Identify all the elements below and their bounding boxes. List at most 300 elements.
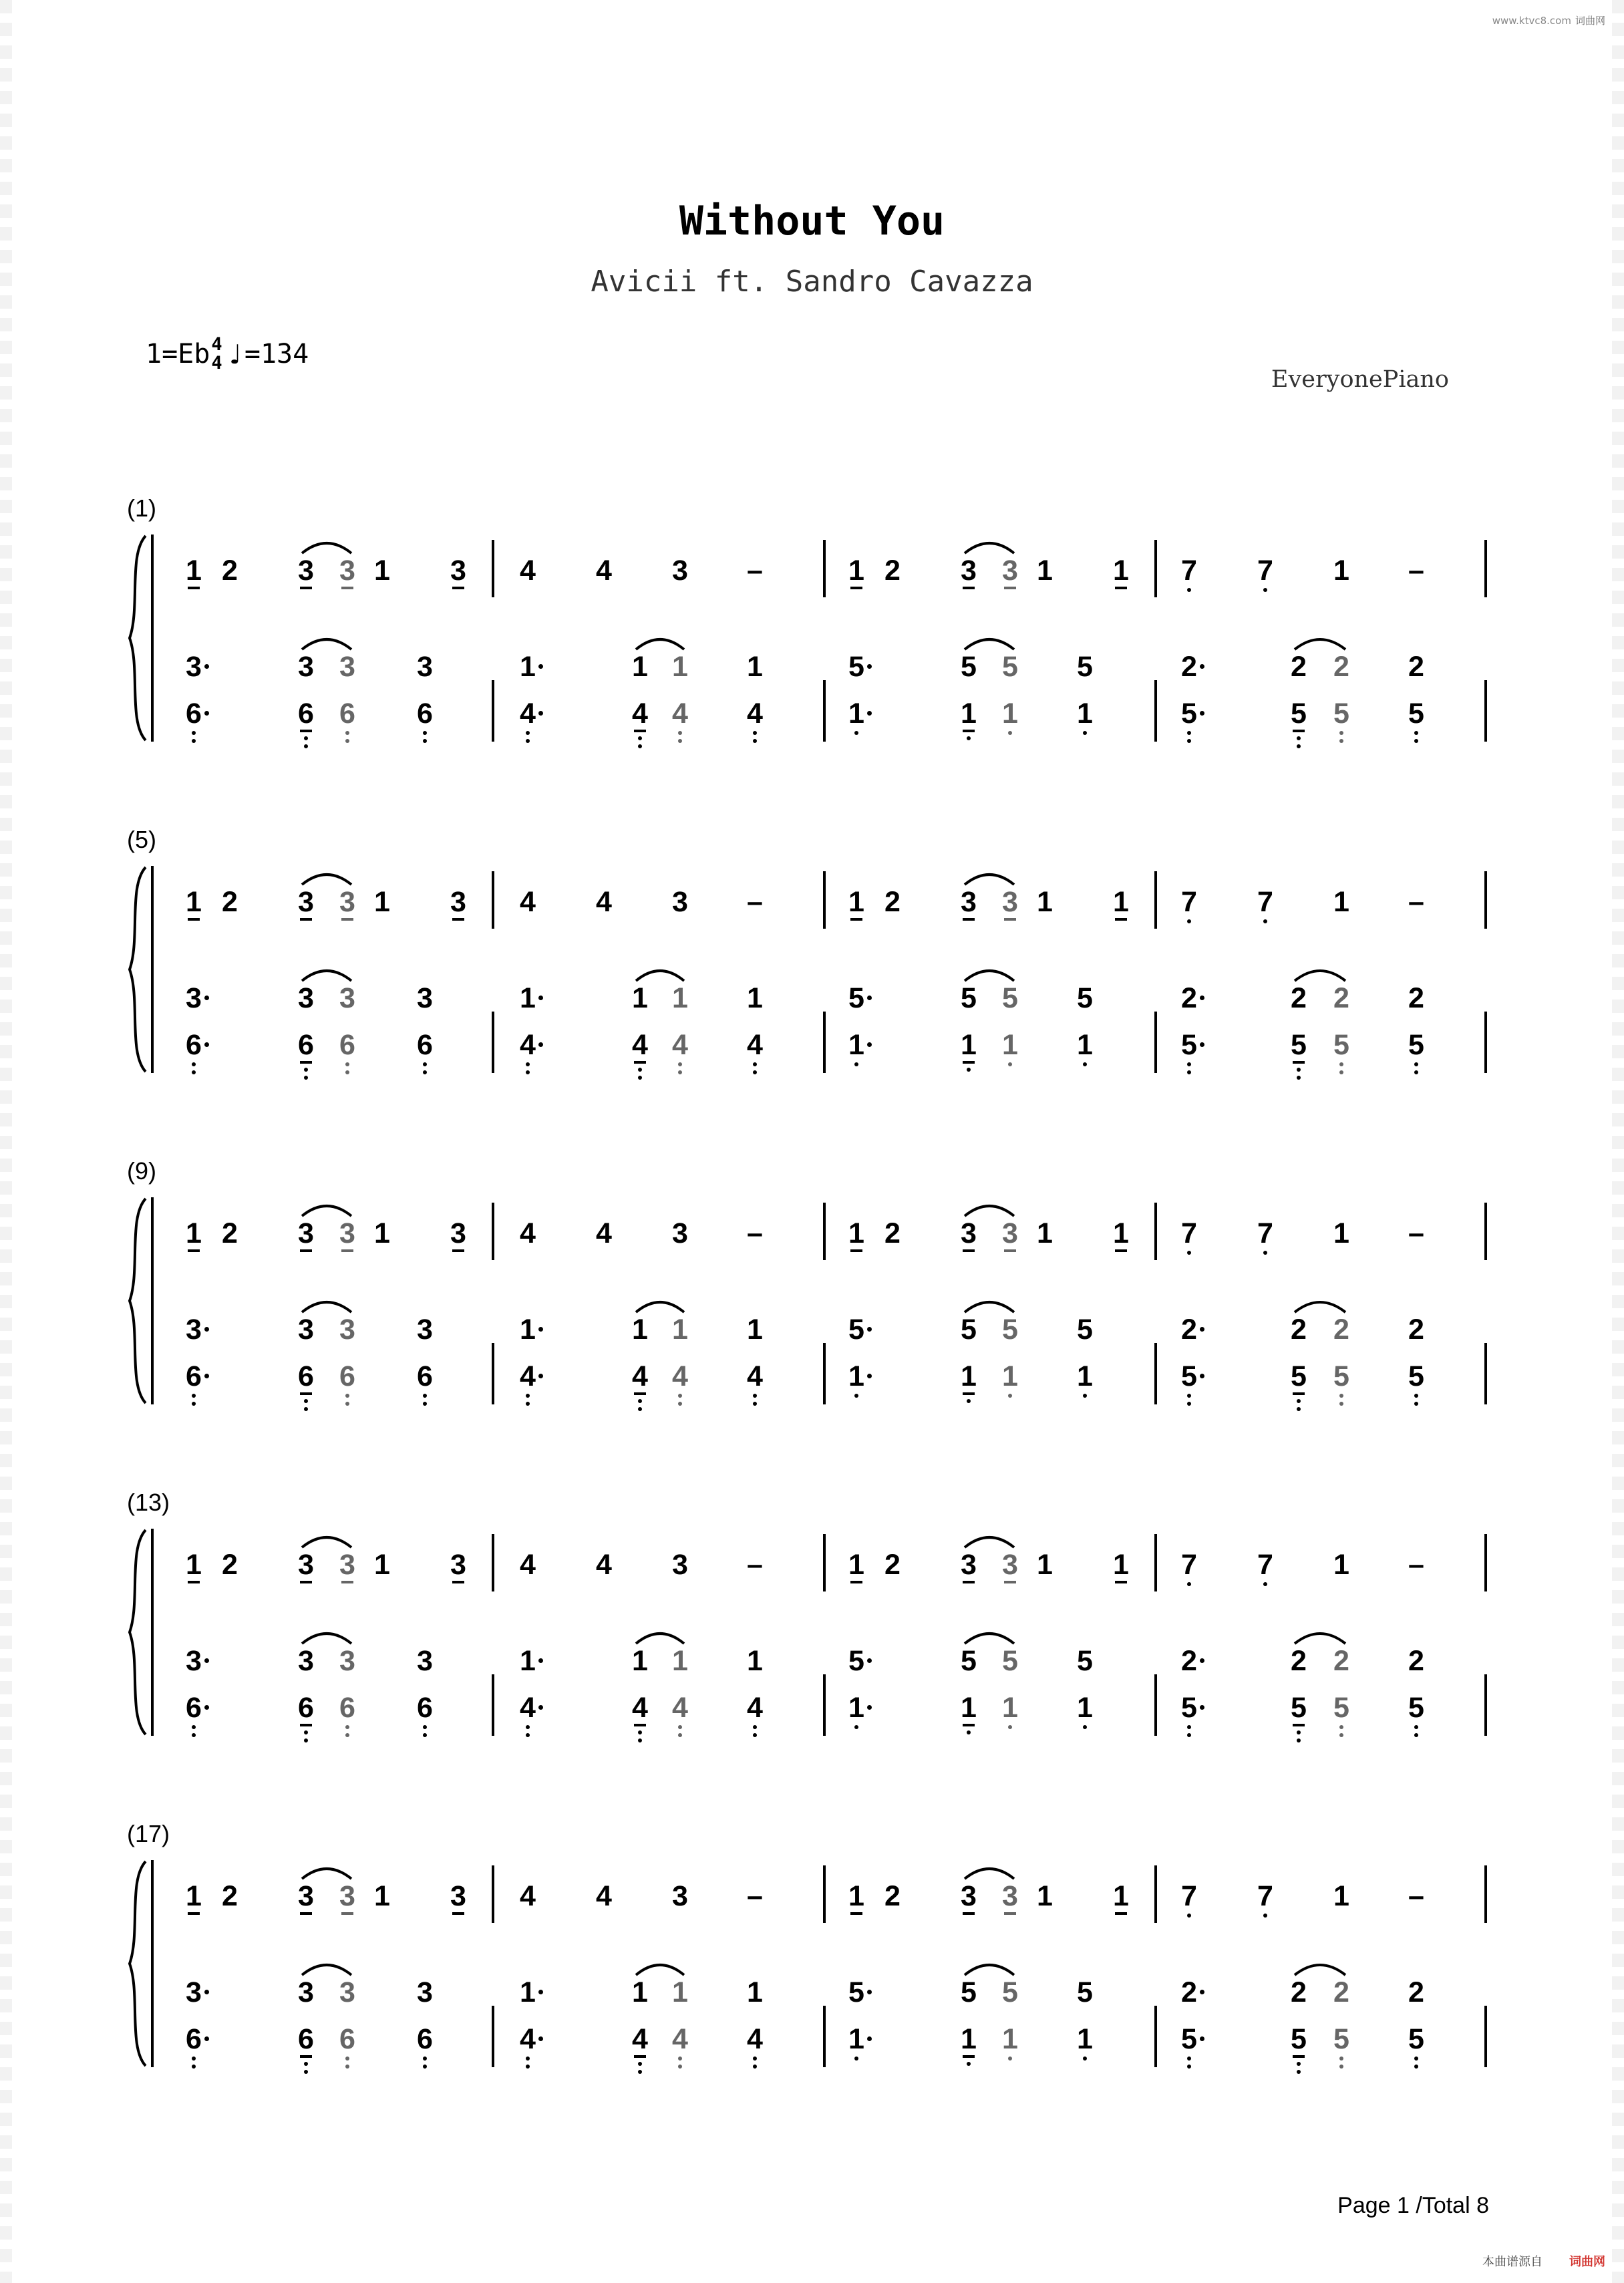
system-start-line [151, 866, 154, 1073]
upper-note [1177, 1219, 1201, 1248]
upper-note-digit: 7 [1181, 1549, 1197, 1581]
middle-note [1329, 1315, 1353, 1344]
middle-note-digit: 1 [520, 1314, 536, 1346]
upper-note [592, 887, 616, 917]
middle-note [1287, 1646, 1311, 1676]
lower-note-digit: 6 [298, 1029, 314, 1061]
system-start-line [151, 1197, 154, 1404]
low-octave-dot [526, 731, 530, 735]
low-octave-dot [967, 736, 971, 740]
upper-note-digit: 3 [298, 1880, 314, 1912]
upper-note [370, 1219, 394, 1248]
underline-mark [188, 587, 200, 589]
tie-arc [299, 1199, 354, 1219]
upper-note-digit: 1 [186, 555, 202, 587]
bar-line [1484, 680, 1487, 742]
augmentation-dot [204, 1990, 209, 1994]
middle-note-digit: 5 [961, 1314, 977, 1346]
low-octave-dot [1339, 739, 1343, 743]
low-octave-dot [967, 2062, 971, 2066]
upper-note-digit: 3 [672, 555, 688, 587]
low-octave-dot [1187, 1251, 1191, 1255]
middle-note-digit: 5 [1077, 982, 1093, 1014]
middle-note [294, 1646, 318, 1676]
upper-note [218, 1881, 242, 1911]
middle-note-digit: 3 [339, 1314, 355, 1346]
lower-note [1329, 1693, 1353, 1722]
underline-mark [963, 918, 975, 921]
upper-note [1177, 556, 1201, 585]
watermark-site: www.ktvc8.com [1492, 15, 1571, 27]
low-octave-dot [1414, 731, 1418, 735]
measure-number: (9) [127, 1157, 156, 1185]
lower-note-digit: 4 [747, 1029, 763, 1061]
lower-note [668, 699, 692, 728]
low-octave-dot [423, 1402, 427, 1406]
bar-line [492, 1343, 494, 1404]
upper-note [1033, 1550, 1057, 1579]
lower-note-digit: 5 [1333, 2023, 1349, 2055]
upper-note-digit: 3 [961, 1880, 977, 1912]
low-octave-dot [1187, 1062, 1191, 1066]
bar-line [823, 1203, 826, 1260]
middle-note-digit: 1 [672, 651, 688, 683]
bar-line [1484, 1343, 1487, 1404]
low-octave-dot [1083, 1394, 1087, 1398]
low-octave-dot [1083, 1725, 1087, 1729]
bar-line [1154, 1674, 1157, 1736]
middle-note-digit: 2 [1408, 1976, 1424, 2008]
upper-note-digit: 3 [450, 1880, 466, 1912]
bar-line [492, 540, 494, 597]
middle-note-digit: 5 [961, 1976, 977, 2008]
upper-note [182, 1219, 206, 1248]
upper-note [370, 887, 394, 917]
upper-note [880, 1219, 905, 1248]
low-octave-dot [345, 2057, 349, 2061]
lower-note-digit: 6 [417, 698, 433, 730]
lower-note [957, 1693, 981, 1722]
low-octave-dot [423, 2057, 427, 2061]
middle-note-digit: 5 [1002, 1314, 1018, 1346]
middle-note-digit: 2 [1181, 1976, 1197, 2008]
lower-note-digit: 6 [417, 1029, 433, 1061]
upper-note [370, 1881, 394, 1911]
underline-mark [452, 918, 464, 921]
underline-mark [1115, 1912, 1127, 1915]
upper-note [1177, 1550, 1201, 1579]
middle-note [1287, 1315, 1311, 1344]
lower-note [668, 2024, 692, 2054]
upper-note [844, 1219, 868, 1248]
low-octave-dot [678, 2057, 682, 2061]
lower-note [844, 1362, 868, 1391]
underline-mark [452, 587, 464, 589]
upper-note [516, 1881, 540, 1911]
lower-note-digit: 4 [672, 1692, 688, 1724]
upper-note [294, 1219, 318, 1248]
middle-note-digit: 3 [186, 982, 202, 1014]
low-octave-dot [345, 1725, 349, 1729]
middle-note-digit: 3 [417, 1645, 433, 1677]
low-octave-dot [1083, 2057, 1087, 2061]
low-octave-dot [1187, 1070, 1191, 1074]
low-octave-dot [526, 1725, 530, 1729]
bar-line [1484, 1012, 1487, 1073]
middle-note-digit: 1 [520, 982, 536, 1014]
upper-note-digit: 4 [596, 1549, 612, 1581]
low-octave-dot [638, 2070, 642, 2074]
upper-note-digit: 3 [672, 886, 688, 918]
upper-note-digit: 1 [186, 1549, 202, 1581]
lower-note-digit: 5 [1291, 1692, 1307, 1724]
upper-note [516, 887, 540, 917]
upper-note [998, 1881, 1022, 1911]
middle-note-digit: 5 [1077, 1976, 1093, 2008]
low-octave-dot [423, 731, 427, 735]
upper-note-digit: 4 [520, 1549, 536, 1581]
middle-note-digit: 2 [1291, 1645, 1307, 1677]
bar-line [823, 1534, 826, 1591]
lower-note-digit: 5 [1408, 1029, 1424, 1061]
upper-note-digit: 3 [298, 886, 314, 918]
system-start-line [151, 1529, 154, 1736]
lower-note-digit: 5 [1408, 1692, 1424, 1724]
upper-note-digit: 7 [1181, 555, 1197, 587]
upper-note-digit: 1 [186, 1880, 202, 1912]
upper-note [1253, 887, 1277, 917]
augmentation-dot [204, 1658, 209, 1663]
upper-note [1033, 887, 1057, 917]
upper-note [218, 556, 242, 585]
upper-note-digit: 7 [1257, 1549, 1273, 1581]
middle-note-digit: 1 [672, 1314, 688, 1346]
upper-note [1253, 556, 1277, 585]
lower-note-digit: 1 [848, 1029, 864, 1061]
upper-note [218, 887, 242, 917]
lower-note-digit: 4 [672, 1029, 688, 1061]
tie-arc [962, 1295, 1017, 1315]
bar-line [1484, 1865, 1487, 1923]
low-octave-dot [967, 1399, 971, 1403]
middle-note-digit: 2 [1333, 1976, 1349, 2008]
lower-note-digit: 6 [339, 2023, 355, 2055]
lower-note [294, 699, 318, 728]
lower-note-digit: 1 [1077, 698, 1093, 730]
lower-note-digit: 5 [1333, 1360, 1349, 1392]
middle-note-digit: 1 [520, 1645, 536, 1677]
underline-mark [300, 1392, 312, 1395]
watermark-name: 词曲网 [1575, 15, 1605, 27]
lower-note [1404, 2024, 1428, 2054]
lower-note-digit: 5 [1291, 1360, 1307, 1392]
lower-note [844, 699, 868, 728]
middle-note-digit: 5 [1077, 1645, 1093, 1677]
low-octave-dot [1297, 2062, 1301, 2066]
lower-note [335, 1693, 359, 1722]
middle-note-digit: 3 [339, 651, 355, 683]
lower-note [413, 1030, 437, 1060]
middle-note [1329, 1978, 1353, 2007]
upper-note-digit: 1 [848, 1880, 864, 1912]
upper-note [880, 1550, 905, 1579]
middle-note [743, 652, 767, 681]
low-octave-dot [753, 731, 757, 735]
lower-note-digit: 5 [1333, 1029, 1349, 1061]
lower-note [1287, 1030, 1311, 1060]
underline-mark [341, 587, 353, 589]
low-octave-dot [192, 1402, 196, 1406]
upper-note [446, 1219, 470, 1248]
bar-line [492, 680, 494, 742]
middle-note-digit: 1 [632, 1645, 648, 1677]
middle-note [998, 1315, 1022, 1344]
low-octave-dot [1414, 1394, 1418, 1398]
low-octave-dot [1414, 739, 1418, 743]
upper-note-digit: 2 [884, 1549, 901, 1581]
upper-note [957, 556, 981, 585]
middle-note-digit: 3 [298, 651, 314, 683]
augmentation-dot [867, 1705, 872, 1710]
middle-note [413, 1646, 437, 1676]
lower-note [1404, 699, 1428, 728]
tie-arc [1292, 963, 1348, 983]
lower-note [743, 699, 767, 728]
upper-note-digit: 1 [374, 1880, 390, 1912]
tie-arc [1292, 1626, 1348, 1646]
grand-staff-brace [126, 866, 148, 1073]
upper-note [592, 556, 616, 585]
middle-note [844, 652, 868, 681]
upper-note-digit: 3 [1002, 1549, 1018, 1581]
low-octave-dot [1187, 731, 1191, 735]
lower-note-digit: 6 [186, 698, 202, 730]
underline-mark [1004, 587, 1016, 589]
middle-note [516, 1646, 540, 1676]
lower-note [182, 699, 206, 728]
underline-mark [1004, 1249, 1016, 1252]
low-octave-dot [345, 1402, 349, 1406]
bar-line [492, 871, 494, 929]
system-start-line [151, 1860, 154, 2067]
upper-note [668, 1550, 692, 1579]
middle-note-digit: 3 [186, 1645, 202, 1677]
lower-note-digit: 4 [520, 2023, 536, 2055]
low-octave-dot [192, 1070, 196, 1074]
middle-note-digit: 2 [1408, 651, 1424, 683]
lower-note-digit: 4 [632, 2023, 648, 2055]
middle-note-digit: 5 [961, 651, 977, 683]
underline-mark [1293, 1724, 1305, 1726]
upper-note-digit: 3 [339, 1549, 355, 1581]
lower-note [1177, 1030, 1201, 1060]
underline-mark [963, 1912, 975, 1915]
upper-note-digit: 1 [1113, 886, 1129, 918]
underline-mark [452, 1581, 464, 1583]
low-octave-dot [423, 739, 427, 743]
underline-mark [300, 1581, 312, 1583]
upper-note-digit: 2 [222, 1549, 238, 1581]
low-octave-dot [1339, 2057, 1343, 2061]
upper-note-digit: 7 [1257, 1217, 1273, 1249]
low-octave-dot [1008, 1062, 1012, 1066]
tie-arc [633, 1958, 687, 1978]
augmentation-dot [204, 2036, 209, 2041]
lower-note [998, 1362, 1022, 1391]
low-octave-dot [1297, 1407, 1301, 1411]
lower-note [957, 1362, 981, 1391]
low-octave-dot [1414, 1725, 1418, 1729]
underline-mark [634, 730, 646, 732]
upper-note [998, 1219, 1022, 1248]
upper-note [592, 1550, 616, 1579]
low-octave-dot [526, 1402, 530, 1406]
low-octave-dot [526, 1733, 530, 1737]
tie-arc [299, 867, 354, 887]
middle-note [1177, 652, 1201, 681]
lower-note [1177, 699, 1201, 728]
lower-note [516, 699, 540, 728]
low-octave-dot [526, 1394, 530, 1398]
upper-note-digit: 3 [1002, 1217, 1018, 1249]
lower-note [743, 1030, 767, 1060]
upper-note [1109, 1219, 1133, 1248]
lower-note-digit: 1 [961, 2023, 977, 2055]
bar-line [823, 680, 826, 742]
middle-note-digit: 3 [339, 982, 355, 1014]
middle-note [1073, 1315, 1097, 1344]
upper-note-digit: 1 [1333, 1880, 1349, 1912]
low-octave-dot [1008, 2057, 1012, 2061]
middle-note [516, 1978, 540, 2007]
lower-note [743, 1693, 767, 1722]
middle-note [294, 1978, 318, 2007]
upper-note [880, 1881, 905, 1911]
lower-note [998, 2024, 1022, 2054]
lower-note [294, 1030, 318, 1060]
upper-note-digit: 3 [672, 1880, 688, 1912]
middle-note [1177, 983, 1201, 1013]
augmentation-dot [204, 1705, 209, 1710]
sustain-dash: – [1408, 555, 1424, 587]
tie-arc [962, 867, 1017, 887]
upper-note [957, 1219, 981, 1248]
lower-note [182, 1362, 206, 1391]
lower-note [1073, 1030, 1097, 1060]
lower-note-digit: 1 [1077, 2023, 1093, 2055]
lower-note-digit: 6 [186, 2023, 202, 2055]
low-octave-dot [192, 731, 196, 735]
grand-staff-brace [126, 1529, 148, 1736]
middle-note-digit: 3 [186, 1976, 202, 2008]
lower-note [743, 2024, 767, 2054]
underline-mark [963, 1249, 975, 1252]
middle-note [335, 1646, 359, 1676]
middle-note [844, 1646, 868, 1676]
score-system [0, 1489, 1624, 1729]
tie-arc [1292, 1958, 1348, 1978]
tie-arc [299, 1626, 354, 1646]
underline-mark [963, 587, 975, 589]
lower-note-digit: 6 [186, 1029, 202, 1061]
middle-note-digit: 3 [298, 1314, 314, 1346]
upper-note-digit: 7 [1181, 886, 1197, 918]
augmentation-dot [204, 1042, 209, 1047]
upper-note-digit: 1 [374, 886, 390, 918]
underline-mark [452, 1912, 464, 1915]
lower-note-digit: 5 [1333, 698, 1349, 730]
lower-note-digit: 4 [672, 2023, 688, 2055]
lower-note-digit: 4 [520, 698, 536, 730]
underline-mark [1293, 1061, 1305, 1064]
low-octave-dot [345, 1394, 349, 1398]
tie-arc [633, 1295, 687, 1315]
low-octave-dot [192, 1733, 196, 1737]
middle-note-digit: 5 [848, 651, 864, 683]
lower-note [294, 1362, 318, 1391]
low-octave-dot [526, 1062, 530, 1066]
middle-note-digit: 1 [747, 982, 763, 1014]
augmentation-dot [867, 1990, 872, 1994]
low-octave-dot [1187, 739, 1191, 743]
middle-note-digit: 3 [417, 1976, 433, 2008]
middle-note [1404, 652, 1428, 681]
time-signature [211, 335, 222, 373]
upper-note-digit: 4 [596, 886, 612, 918]
low-octave-dot [753, 1402, 757, 1406]
middle-note [1404, 1978, 1428, 2007]
low-octave-dot [423, 1062, 427, 1066]
lower-note [1177, 1693, 1201, 1722]
upper-note-digit: 2 [884, 886, 901, 918]
upper-note [335, 887, 359, 917]
upper-note [1109, 556, 1133, 585]
upper-note [1033, 556, 1057, 585]
low-octave-dot [1008, 731, 1012, 735]
tie-arc [633, 963, 687, 983]
underline-mark [634, 1392, 646, 1395]
lower-note-digit: 1 [961, 698, 977, 730]
upper-note-digit: 3 [1002, 555, 1018, 587]
low-octave-dot [678, 1733, 682, 1737]
upper-note-digit: 3 [1002, 886, 1018, 918]
middle-note [1287, 983, 1311, 1013]
bar-line [492, 1674, 494, 1736]
low-octave-dot [638, 1399, 642, 1403]
lower-note [1073, 2024, 1097, 2054]
middle-note-digit: 1 [632, 1314, 648, 1346]
middle-note [998, 1978, 1022, 2007]
low-octave-dot [192, 1394, 196, 1398]
system-start-line [151, 535, 154, 742]
middle-note-digit: 5 [1002, 1645, 1018, 1677]
low-octave-dot [854, 1725, 858, 1729]
middle-note-digit: 3 [186, 1314, 202, 1346]
upper-note-digit: 1 [1333, 555, 1349, 587]
middle-note-digit: 1 [747, 1645, 763, 1677]
lower-note [335, 699, 359, 728]
middle-note-digit: 2 [1333, 1314, 1349, 1346]
song-title: Without You [679, 198, 945, 245]
middle-note [1329, 652, 1353, 681]
sustain-dash: – [1408, 1880, 1424, 1912]
upper-note [1329, 1219, 1353, 1248]
upper-note-digit: 3 [450, 1549, 466, 1581]
middle-note [335, 983, 359, 1013]
tie-arc [299, 632, 354, 652]
lower-note-digit: 6 [298, 1692, 314, 1724]
underline-mark [850, 587, 862, 589]
